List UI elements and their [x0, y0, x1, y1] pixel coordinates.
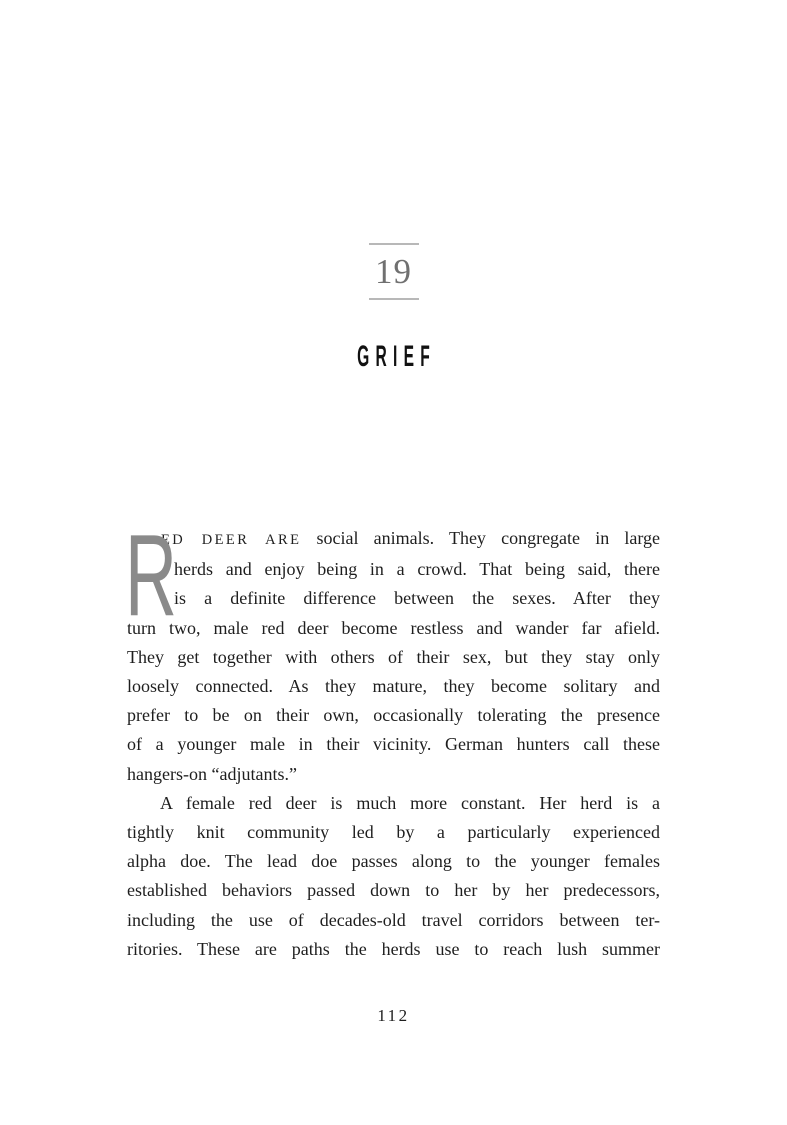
body-line: established behaviors passed down to her by her predecessors, [127, 880, 660, 901]
body-line: including the use of decades-old travel corridors between ter- [127, 909, 660, 930]
bottom-rule [369, 298, 419, 300]
chapter-heading [0, 243, 787, 372]
body-line: ED DEER ARE social animals. They congregate in large [161, 528, 660, 548]
body-line: They get together with others of their sex, but they stay only [127, 646, 660, 667]
body-line: ritories. These are paths the herds use to reach lush summer [127, 938, 660, 959]
body-line: tightly knit community led by a particularly experienced [127, 822, 660, 843]
body-text [125, 510, 660, 964]
body-line: A female red deer is much more constant. Her herd is a [160, 792, 660, 813]
body-line: is a definite difference between the sexes. After they [174, 588, 660, 609]
body-line: alpha doe. The lead doe passes along to the younger females [127, 851, 660, 872]
body-line: hangers-on “adjutants.” [127, 763, 297, 784]
lead-in-small-caps: ED DEER ARE [161, 532, 302, 548]
body-line: prefer to be on their own, occasionally tolerating the presence [127, 705, 660, 726]
body-line: of a younger male in their vicinity. German hunters call these [127, 734, 660, 755]
body-line: herds and enjoy being in a crowd. That being said, there [174, 559, 660, 580]
body-line: loosely connected. As they mature, they become solitary and [127, 676, 660, 697]
page-number: 112 [377, 1006, 410, 1025]
body-line: turn two, male red deer become restless and wander far afield. [127, 617, 660, 638]
drop-cap: R [125, 510, 177, 640]
chapter-number: 19 [375, 252, 412, 291]
chapter-title: GRIEF [357, 340, 437, 373]
